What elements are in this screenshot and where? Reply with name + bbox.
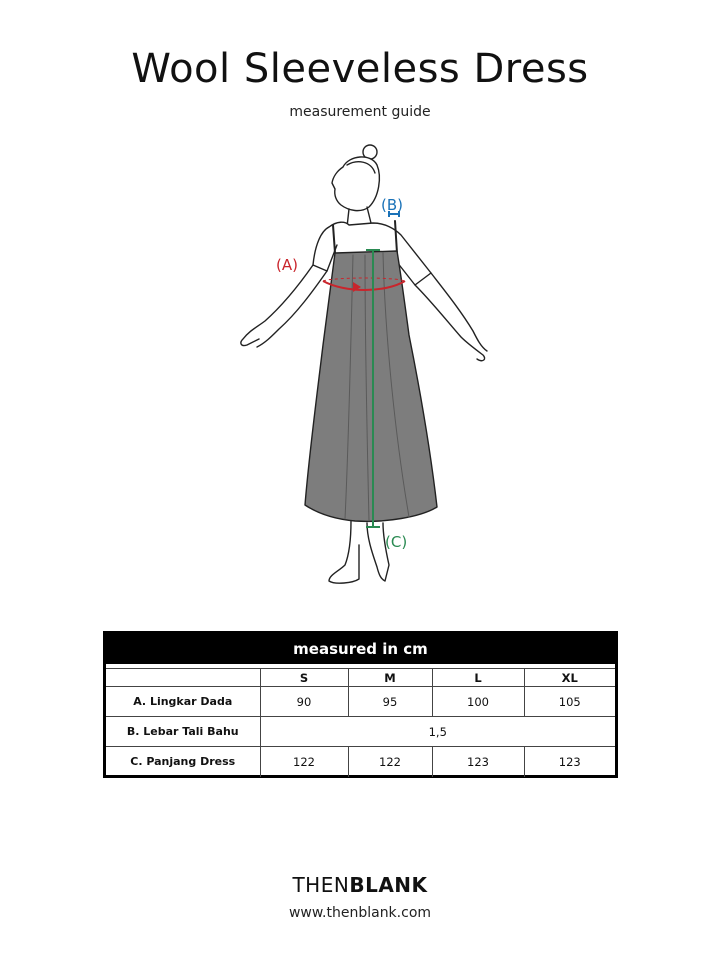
column-header [106,669,260,687]
size-chart-table [106,668,615,777]
page-title: Wool Sleeveless Dress [131,46,589,92]
table-cell: 122 [348,747,432,777]
column-header-s: S [260,669,348,687]
brand-part-blank: BLANK [349,873,428,897]
website-link[interactable]: www.thenblank.com [288,905,432,921]
size-chart-heading: measured in cm [106,634,615,664]
table-cell: 123 [432,747,524,777]
table-cell: 122 [260,747,348,777]
callout-b-label: (B) [381,196,403,214]
table-row [106,747,615,777]
size-header-row [106,669,615,687]
brand-part-then: THEN [292,873,350,897]
table-cell: 90 [260,687,348,717]
column-header-xl: XL [524,669,615,687]
table-cell: 123 [524,747,615,777]
callout-a-label: (A) [276,256,298,274]
callout-c-label: (C) [385,533,408,551]
table-cell-merged: 1,5 [260,717,615,747]
table-row [106,687,615,717]
table-cell: 100 [432,687,524,717]
row-label: C. Panjang Dress [106,747,260,777]
table-cell: 95 [348,687,432,717]
size-chart [103,631,618,778]
page-subtitle: measurement guide [289,104,431,120]
table-cell: 105 [524,687,615,717]
row-label: B. Lebar Tali Bahu [106,717,260,747]
row-label: A. Lingkar Dada [106,687,260,717]
table-row [106,717,615,747]
column-header-l: L [432,669,524,687]
dress-illustration [225,135,500,605]
column-header-m: M [348,669,432,687]
brand-logo [0,873,720,897]
